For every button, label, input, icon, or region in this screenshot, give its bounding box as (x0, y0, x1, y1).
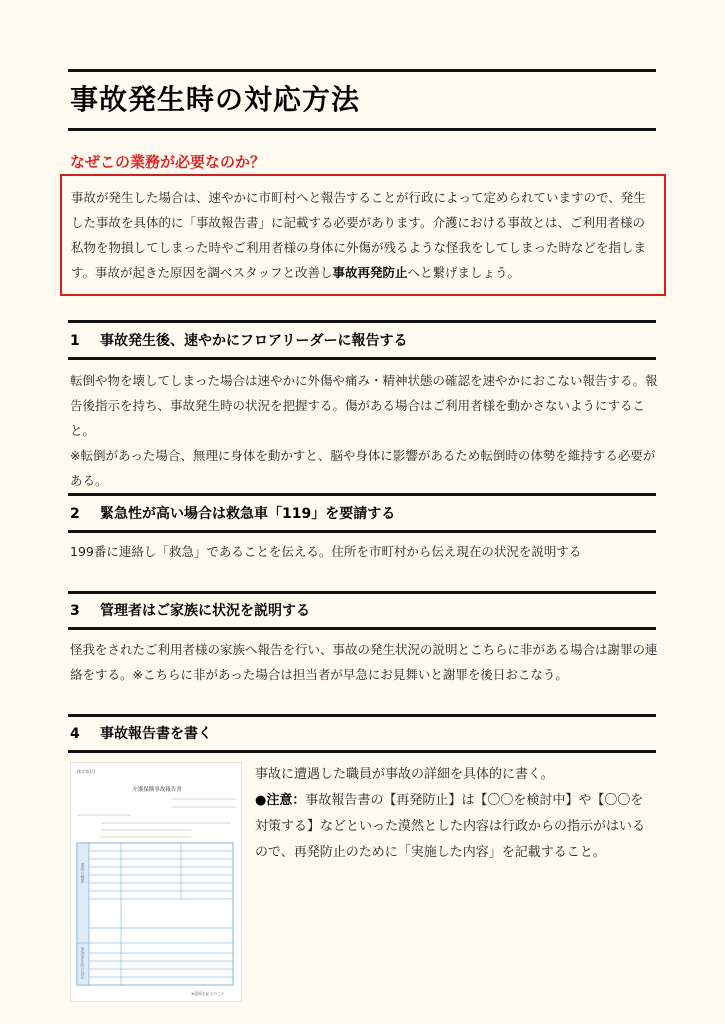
section-4-note (255, 788, 655, 866)
why-heading: なぜこの業務が必要なのか？ (70, 153, 266, 171)
accident-report-form-drawing (71, 763, 243, 1003)
section-2-text: 199番に連絡し「救急」であることを伝える。住所を市町村から伝え現在の状況を説明する (70, 544, 582, 559)
why-body-text: 事故が発生した場合は、速やかに市町村へと報告することが行政によって定められていますので、発生した事故を具体的に「事故報告書」に記載する必要があります。介護における事故とは、ご利用者様の私物を物損してしまった時やご利用者様の身体に外傷が残るような怪我をしてしまった時などを指します。事故が起きた原因を調べスタッフと改善し (71, 190, 647, 280)
section-1-bottom-rule (68, 357, 656, 360)
section-4-heading (70, 723, 212, 743)
section-1-body (70, 368, 660, 493)
section-2-number: 2 (70, 506, 80, 522)
section-2-body (70, 539, 660, 564)
section-4-note-text: 事故報告書の【再発防止】は【〇〇を検討中】や【〇〇を対策する】などといった漠然とした内容は行政からの指示がはいるので、再発防止のために「実施した内容」を記載すること。 (255, 793, 646, 860)
section-1-note: ※転倒があった場合、無理に身体を動かすと、脳や身体に影響があるため転倒時の体勢を維持する必要がある。 (70, 448, 656, 488)
section-2-title: 緊急性が高い場合は救急車「119」を要請する (100, 506, 396, 522)
section-4-number: 4 (70, 726, 80, 742)
why-body-end: へと繋げましょう。 (407, 265, 521, 280)
section-4-title: 事故報告書を書く (100, 726, 212, 742)
section-3-top-rule (68, 591, 656, 594)
section-1-number: 1 (70, 333, 80, 349)
section-4-bottom-rule (68, 750, 656, 753)
section-4-body (255, 762, 655, 866)
form-grid-lines (77, 843, 233, 985)
why-box (60, 174, 666, 296)
title-top-rule (68, 69, 656, 72)
section-1-text: 転倒や物を壊してしまった場合は速やかに外傷や痛み・精神状態の確認を速やかにおこない報告する。報告後指示を持ち、事故発生時の状況を把握する。傷がある場合はご利用者様を動かさないようにすること。 (70, 373, 658, 438)
section-3-title: 管理者はご家族に状況を説明する (100, 603, 310, 619)
section-3-number: 3 (70, 603, 80, 619)
page-title: 事故発生時の対応方法 (70, 83, 361, 116)
section-4-top-rule (68, 714, 656, 717)
section-3-body (70, 637, 660, 687)
section-1-title: 事故発生後、速やかにフロアリーダーに報告する (100, 333, 408, 349)
section-2-bottom-rule (68, 530, 656, 533)
form-side-label-1: 事故の概要 (80, 863, 86, 883)
why-body-bold: 事故再発防止 (332, 265, 408, 280)
section-4-text: 事故に遭遇した職員が事故の詳細を具体的に書く。 (255, 767, 554, 782)
title-bottom-rule (68, 128, 656, 131)
section-3-bottom-rule (68, 627, 656, 630)
section-2-top-rule (68, 493, 656, 496)
section-4-note-label: ●注意： (255, 793, 306, 808)
accident-report-form-image (70, 762, 242, 1002)
form-header-left: 様式第1号 (77, 769, 96, 774)
section-2-heading (70, 503, 395, 523)
form-title: 介護保険事故報告書 (132, 787, 182, 793)
form-top-lines (77, 799, 236, 837)
section-1-top-rule (68, 320, 656, 323)
form-side-label-2: 事故発生時の対応 (80, 947, 86, 979)
section-3-text: 怪我をされたご利用者様の家族へ報告を行い、事故の発生状況の説明とこちらに非がある場合は謝罪の連絡をする。※こちらに非があった場合は担当者が早急にお見舞いと謝罪を後日おこなう。 (70, 642, 658, 682)
form-footer: ※裏面も記入のこと (191, 991, 225, 996)
section-1-heading (70, 330, 407, 350)
section-3-heading (70, 600, 310, 620)
